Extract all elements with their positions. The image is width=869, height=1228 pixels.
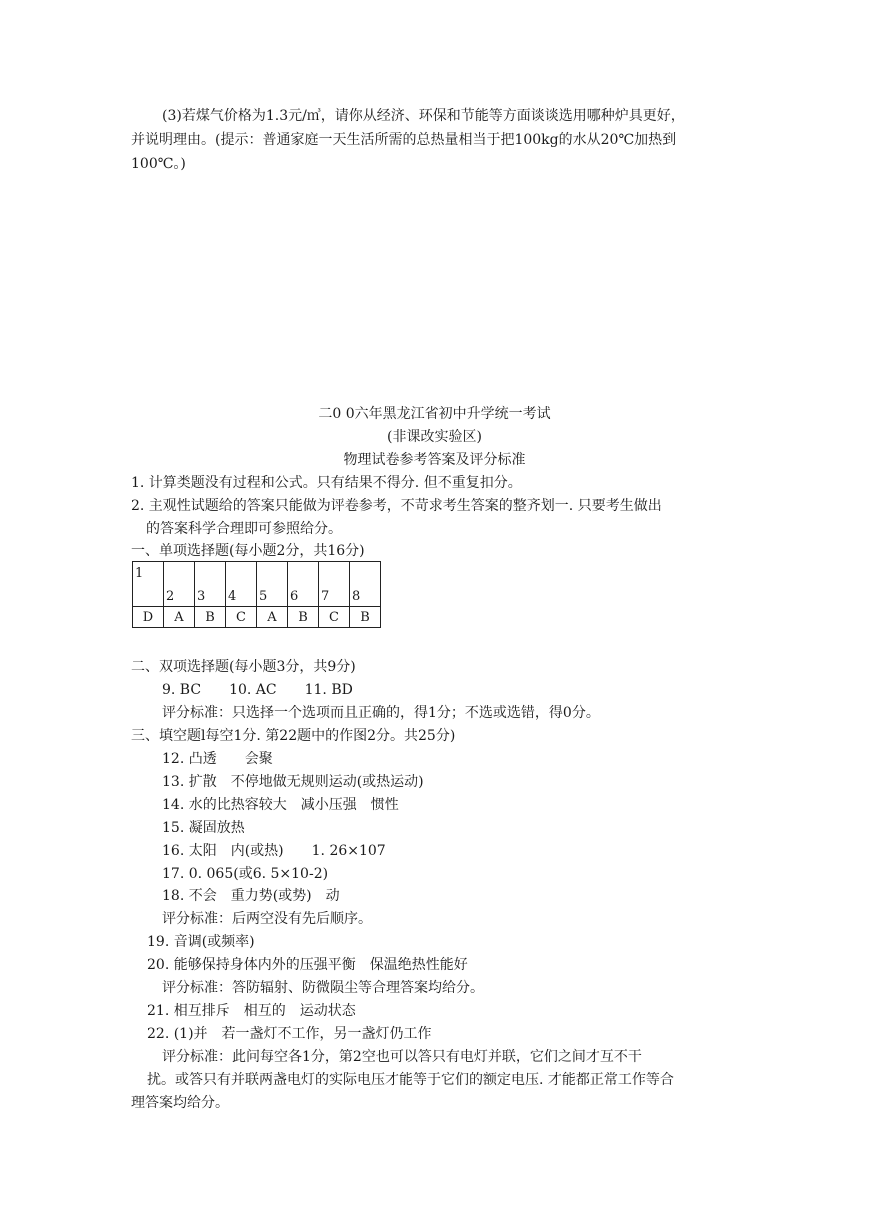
answer-table-cell	[319, 562, 350, 607]
answer-20: 20. 能够保持身体内外的压强平衡 保温绝热性能好	[147, 957, 468, 973]
answer-cell: A	[257, 607, 288, 628]
answer-table-cell	[350, 562, 381, 607]
question-3-line-1: (3)若煤气价格为1.3元/㎥，请你从经济、环保和节能等方面谈谈选用哪种炉具更好，	[162, 108, 685, 124]
answer-15: 15. 凝固放热	[162, 820, 245, 836]
answer-18-scoring: 评分标准：后两空没有先后顺序。	[162, 911, 372, 927]
answer-22-scoring-line-3: 理答案均给分。	[131, 1095, 229, 1111]
section-3-heading: 三、填空题l每空1分. 第22题中的作图2分。共25分)	[131, 728, 456, 744]
note-1: 1. 计算类题没有过程和公式。只有结果不得分. 但不重复扣分。	[131, 475, 522, 491]
question-number: 2	[166, 589, 175, 604]
question-number: 1	[135, 566, 144, 581]
answer-14: 14. 水的比热容较大 减小压强 惯性	[162, 797, 399, 813]
question-number: 5	[259, 589, 268, 604]
answer-20-scoring: 评分标准：答防辐射、防微陨尘等合理答案均给分。	[162, 980, 484, 996]
answer-22: 22. (1)并 若一盏灯不工作，另一盏灯仍工作	[147, 1026, 432, 1042]
answer-table-cell	[226, 562, 257, 607]
answer-table-cell	[257, 562, 288, 607]
exam-title: 二0 0六年黑龙江省初中升学统一考试	[318, 406, 551, 422]
question-number: 4	[228, 589, 237, 604]
answer-table	[132, 561, 381, 628]
answer-cell: B	[195, 607, 226, 628]
answer-19: 19. 音调(或频率)	[147, 934, 255, 950]
answer-12: 12. 凸透 会聚	[162, 751, 273, 767]
question-number: 6	[290, 589, 299, 604]
section-2-scoring: 评分标准：只选择一个选项而且正确的，得1分；不选或选错，得0分。	[162, 705, 600, 721]
answer-table-cell	[164, 562, 195, 607]
answer-table-cell	[195, 562, 226, 607]
answer-cell: C	[319, 607, 350, 628]
question-3-line-2: 并说明理由。(提示：普通家庭一天生活所需的总热量相当于把100kg的水从20℃加热到	[131, 132, 677, 148]
answer-13: 13. 扩散 不停地做无规则运动(或热运动)	[162, 774, 424, 790]
answer-cell: B	[288, 607, 319, 628]
answer-22-scoring-line-1: 评分标准：此问每空各1分，第2空也可以答只有电灯并联，它们之间才互不干	[162, 1049, 642, 1065]
answer-table-cell	[133, 562, 164, 607]
answer-table-cell	[288, 562, 319, 607]
answer-table-answer-row	[133, 607, 381, 628]
section-2-heading: 二、双项选择题(每小题3分，共9分)	[131, 659, 356, 675]
question-3-line-3: 100℃。)	[131, 156, 186, 172]
answer-22-scoring-line-2: 扰。或答只有并联两盏电灯的实际电压才能等于它们的额定电压. 才能都正常工作等合	[147, 1072, 674, 1088]
answer-16: 16. 太阳 内(或热) 1. 26×107	[162, 843, 386, 859]
answer-18: 18. 不会 重力势(或势) 动	[162, 888, 340, 904]
question-number: 8	[352, 589, 361, 604]
document-title: 物理试卷参考答案及评分标准	[343, 452, 526, 468]
note-2-line-1: 2. 主观性试题给的答案只能做为评卷参考，不苛求考生答案的整齐划一. 只要考生做出	[131, 498, 662, 514]
answer-cell: C	[226, 607, 257, 628]
answer-cell: D	[133, 607, 164, 628]
answer-21: 21. 相互排斥 相互的 运动状态	[147, 1003, 356, 1019]
note-2-line-2: 的答案科学合理即可参照给分。	[146, 521, 342, 537]
exam-subtitle: (非课改实验区)	[387, 429, 482, 445]
answer-cell: A	[164, 607, 195, 628]
answer-table-number-row	[133, 562, 381, 607]
answer-cell: B	[350, 607, 381, 628]
question-number: 7	[321, 589, 330, 604]
question-number: 3	[197, 589, 206, 604]
section-1-heading: 一、单项选择题(每小题2分，共16分)	[131, 543, 365, 559]
section-2-answers: 9. BC 10. AC 11. BD	[162, 682, 353, 698]
answer-17: 17. 0. 065(或6. 5×10-2)	[162, 866, 329, 882]
